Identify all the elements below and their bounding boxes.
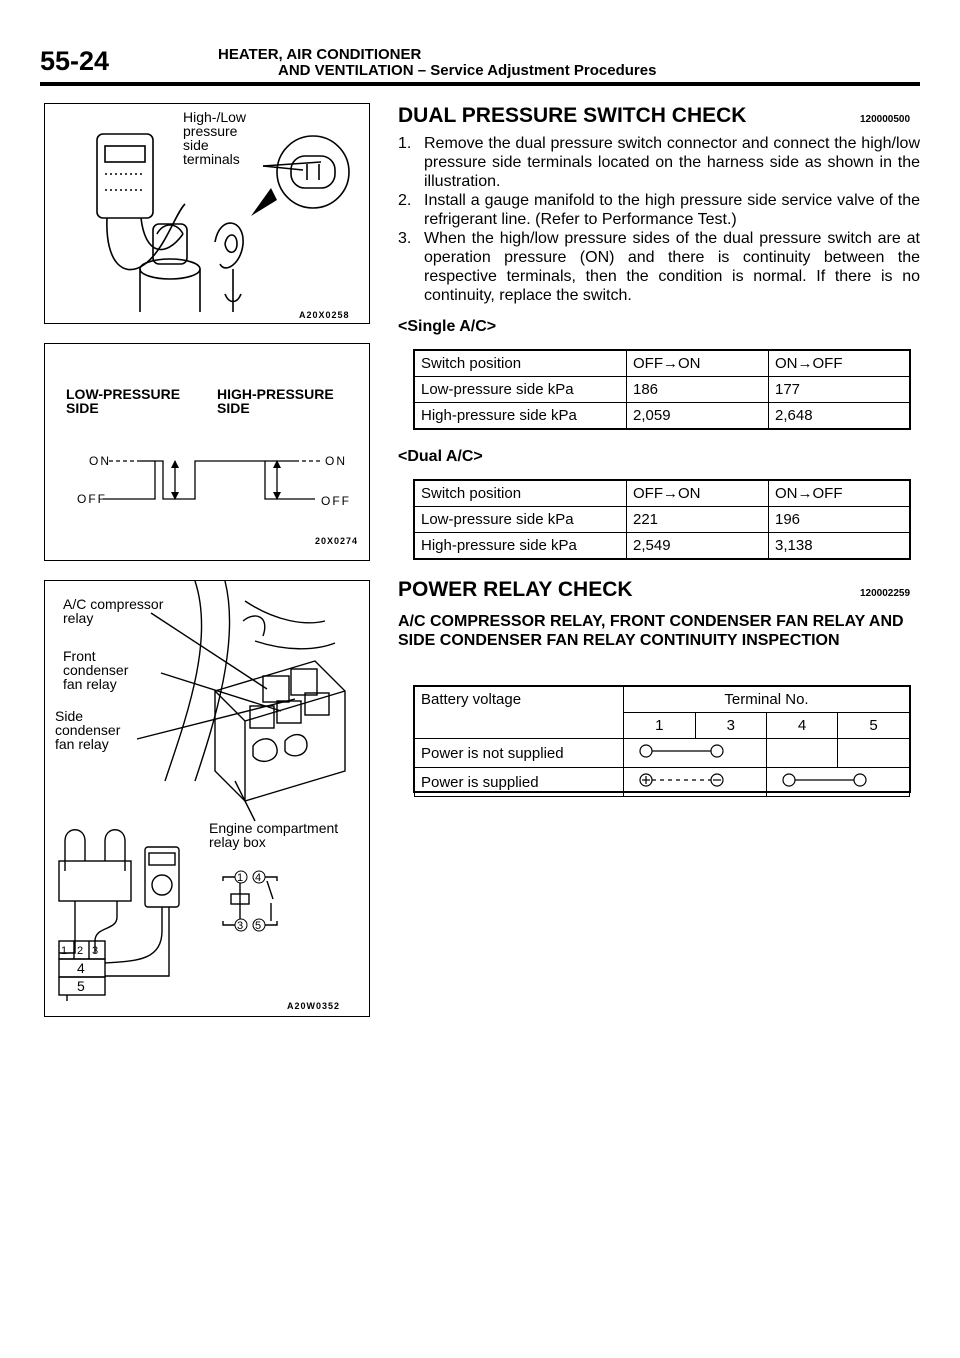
row-not-supplied-label: Power is not supplied [415, 739, 624, 768]
relay-continuity-table [414, 686, 910, 797]
fig1-label-line1: High-/Low [183, 109, 247, 125]
header-rule [40, 82, 920, 86]
cell: Switch position [415, 351, 627, 377]
fig2-code: 20X0274 [315, 536, 359, 546]
low-side-label-1: LOW-PRESSURE [66, 386, 181, 402]
ac-relay-label-2: relay [63, 610, 94, 626]
fig1-label-line3: side [183, 137, 209, 153]
cell [838, 739, 910, 768]
continuity-line-icon [767, 768, 909, 792]
cell: High-pressure side kPa [415, 403, 627, 429]
front-relay-label-1: Front [63, 648, 96, 664]
engine-box-label-2: relay box [209, 834, 266, 850]
cell: ON→OFF [769, 351, 910, 377]
dual-ac-label: <Dual A/C> [398, 448, 483, 465]
terminal-no-header: Terminal No. [624, 687, 910, 713]
cell: OFF→ON [627, 481, 769, 507]
on-label-right: ON [325, 454, 347, 468]
timing-diagram [45, 344, 371, 562]
table-row [415, 351, 910, 377]
cell: 2,549 [627, 533, 769, 559]
row-supplied-label: Power is supplied [415, 768, 624, 797]
high-side-label-1: HIGH-PRESSURE [217, 386, 334, 402]
connector-pin-5: 5 [77, 978, 85, 994]
step-2-text: Install a gauge manifold to the high pressure side service valve of the refrigerant line. (Refer to Performance Test.) [424, 192, 920, 228]
high-side-label-2: SIDE [217, 400, 250, 416]
relay-pin-5: 5 [255, 920, 262, 932]
figure-dual-pressure-switch [44, 103, 370, 324]
low-side-label-2: SIDE [66, 400, 99, 416]
power-relay-subtitle: A/C COMPRESSOR RELAY, FRONT CONDENSER FAN RELAY AND SIDE CONDENSER FAN RELAY CONTINUITY INSPECTION [398, 613, 904, 649]
fig1-label-line4: terminals [183, 151, 240, 167]
header-title-line1: HEATER, AIR CONDITIONER [218, 46, 422, 63]
side-relay-label-2: condenser [55, 722, 121, 738]
side-relay-label-3: fan relay [55, 736, 109, 752]
step-1-number: 1. [398, 135, 412, 152]
off-label-left: OFF [77, 492, 107, 506]
cell: 196 [769, 507, 910, 533]
connector-pin-2: 2 [77, 945, 84, 957]
cell: 186 [627, 377, 769, 403]
relay-pin-3: 3 [237, 920, 244, 932]
cell: 3,138 [769, 533, 910, 559]
continuity-line-icon [624, 739, 766, 763]
cell: 2,059 [627, 403, 769, 429]
table-row [415, 739, 910, 768]
single-ac-table [414, 350, 910, 429]
table-row [415, 507, 910, 533]
connector-pin-4: 4 [77, 960, 85, 976]
single-ac-label: <Single A/C> [398, 318, 497, 335]
dual-ac-table [414, 480, 910, 559]
step-3-number: 3. [398, 230, 412, 247]
off-label-right: OFF [321, 494, 351, 508]
step-2-number: 2. [398, 192, 412, 209]
step-3-text: When the high/low pressure sides of the dual pressure switch are at operation pressure (ON) and there is continuity between the respective terminals, then the condition is normal. If there is no continuity, replace the switch. [424, 230, 920, 304]
figure-relay-box [44, 580, 370, 1017]
step-1-text: Remove the dual pressure switch connector and connect the high/low pressure side terminals located on the harness side as shown in the illustration. [424, 135, 920, 190]
table-row [415, 533, 910, 559]
front-relay-label-2: condenser [63, 662, 129, 678]
fig1-label-line2: pressure [183, 123, 238, 139]
on-label-left: ON [89, 454, 111, 468]
terminal-3: 3 [695, 713, 767, 739]
table-row [415, 768, 910, 797]
side-relay-label-1: Side [55, 708, 84, 724]
cell: Switch position [415, 481, 627, 507]
connector-pin-1: 1 [61, 945, 68, 957]
cell: 2,648 [769, 403, 910, 429]
cell: 177 [769, 377, 910, 403]
cell: High-pressure side kPa [415, 533, 627, 559]
power-1-3 [624, 768, 767, 797]
terminal-1: 1 [624, 713, 696, 739]
battery-voltage-header: Battery voltage [415, 687, 624, 739]
cell: 221 [627, 507, 769, 533]
relay-pin-1: 1 [237, 872, 244, 884]
figure-pressure-timing [44, 343, 370, 561]
relay-pin-4: 4 [255, 872, 262, 884]
terminal-5: 5 [838, 713, 910, 739]
continuity-1-3 [624, 739, 767, 768]
page-number: 55-24 [40, 46, 110, 76]
fig1-code: A20X0258 [299, 310, 350, 320]
ac-relay-label-1: A/C compressor [63, 596, 164, 612]
battery-polarity-icon [624, 768, 766, 792]
table-row [415, 403, 910, 429]
header-title-line2: AND VENTILATION – Service Adjustment Procedures [278, 62, 657, 79]
table-row [415, 687, 910, 713]
cell: OFF→ON [627, 351, 769, 377]
cell: Low-pressure side kPa [415, 377, 627, 403]
front-relay-label-3: fan relay [63, 676, 117, 692]
table-row [415, 481, 910, 507]
cell [767, 739, 838, 768]
power-relay-number: 120002259 [860, 588, 911, 599]
dual-pressure-title: DUAL PRESSURE SWITCH CHECK [398, 104, 747, 127]
dual-pressure-number: 120000500 [860, 114, 911, 125]
fig3-code: A20W0352 [287, 1001, 341, 1011]
engine-box-label-1: Engine compartment [209, 820, 339, 836]
cell: ON→OFF [769, 481, 910, 507]
connector-pin-3: 3 [92, 945, 99, 957]
table-row [415, 377, 910, 403]
cell: Low-pressure side kPa [415, 507, 627, 533]
terminal-4: 4 [767, 713, 838, 739]
continuity-4-5 [767, 768, 910, 797]
power-relay-title: POWER RELAY CHECK [398, 578, 633, 601]
